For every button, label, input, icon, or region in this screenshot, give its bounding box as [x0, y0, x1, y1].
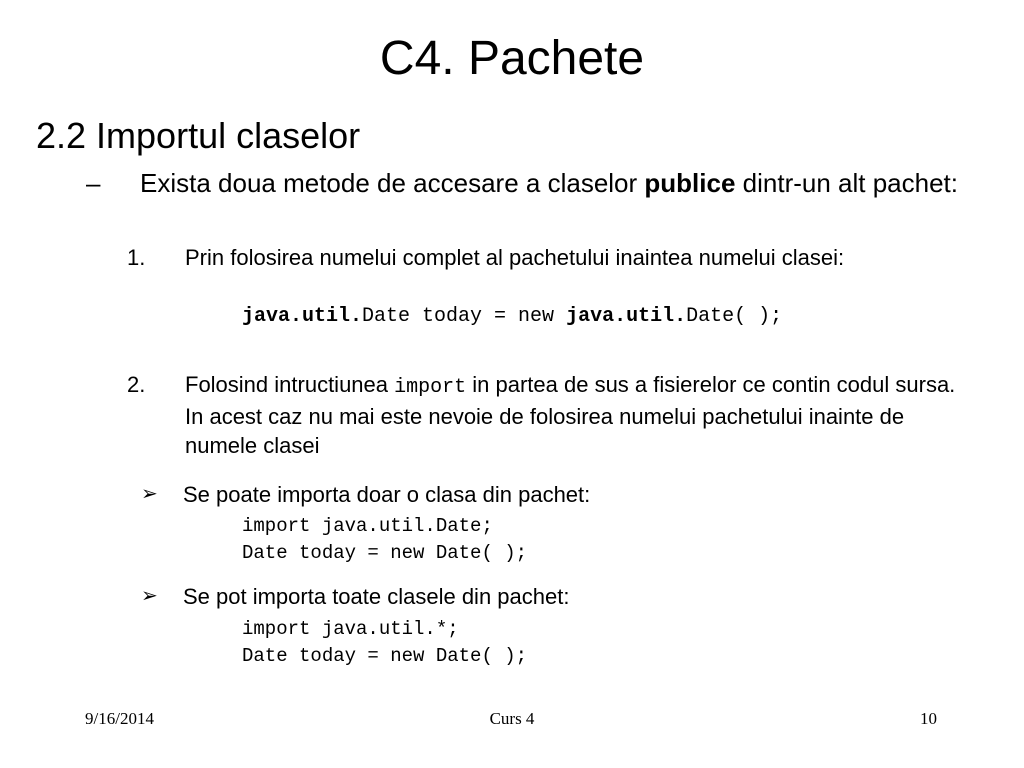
code-line: import java.util.*; — [242, 618, 459, 640]
code-example-full-name — [242, 303, 782, 331]
item-text-2-before: Folosind intructiunea — [185, 372, 395, 397]
arrow-bullet-icon: ➢ — [141, 585, 158, 607]
item-text-2-after: in partea de sus a fisierelor ce contin codul sursa. In acest caz nu mai este nevoie de folosirea numelui pachetului inainte de numele clasei — [185, 372, 956, 458]
item-text-1: Prin folosirea numelui complet al pachetului inaintea numelui clasei: — [185, 245, 845, 270]
code-line: Date today = new Date( ); — [242, 542, 528, 564]
item-text-2 — [185, 370, 975, 460]
footer-page-number: 10 — [920, 709, 937, 728]
code-bold-package-2: java.util. — [566, 305, 687, 328]
bullet-text-wildcard-import: Se pot importa toate clasele din pachet: — [183, 584, 570, 609]
arrow-bullet-icon: ➢ — [141, 483, 158, 505]
code-line: Date today = new Date( ); — [242, 645, 528, 667]
code-block-single-import — [242, 513, 527, 567]
dash-bullet: – — [86, 168, 101, 198]
intro-text-before: Exista doua metode de accesare a claselor — [140, 168, 645, 198]
code-plain-2: Date( ); — [686, 305, 783, 328]
footer-course: Curs 4 — [489, 709, 535, 728]
intro-text-bold: publice — [644, 168, 736, 198]
slide-title: C4. Pachete — [379, 32, 645, 85]
intro-text — [140, 167, 980, 199]
code-line: import java.util.Date; — [242, 515, 493, 537]
code-plain-1: Date today = new — [362, 305, 567, 328]
intro-text-after: dintr-un alt pachet: — [735, 168, 958, 198]
bullet-text-single-import: Se poate importa doar o clasa din pachet: — [183, 482, 591, 507]
item-number-1: 1. — [127, 245, 146, 270]
section-heading: 2.2 Importul claselor — [36, 115, 361, 156]
code-bold-package-1: java.util. — [242, 305, 363, 328]
item-number-2: 2. — [127, 372, 146, 397]
code-block-wildcard-import — [242, 616, 527, 670]
footer-date: 9/16/2014 — [85, 709, 154, 728]
import-keyword: import — [394, 376, 467, 399]
